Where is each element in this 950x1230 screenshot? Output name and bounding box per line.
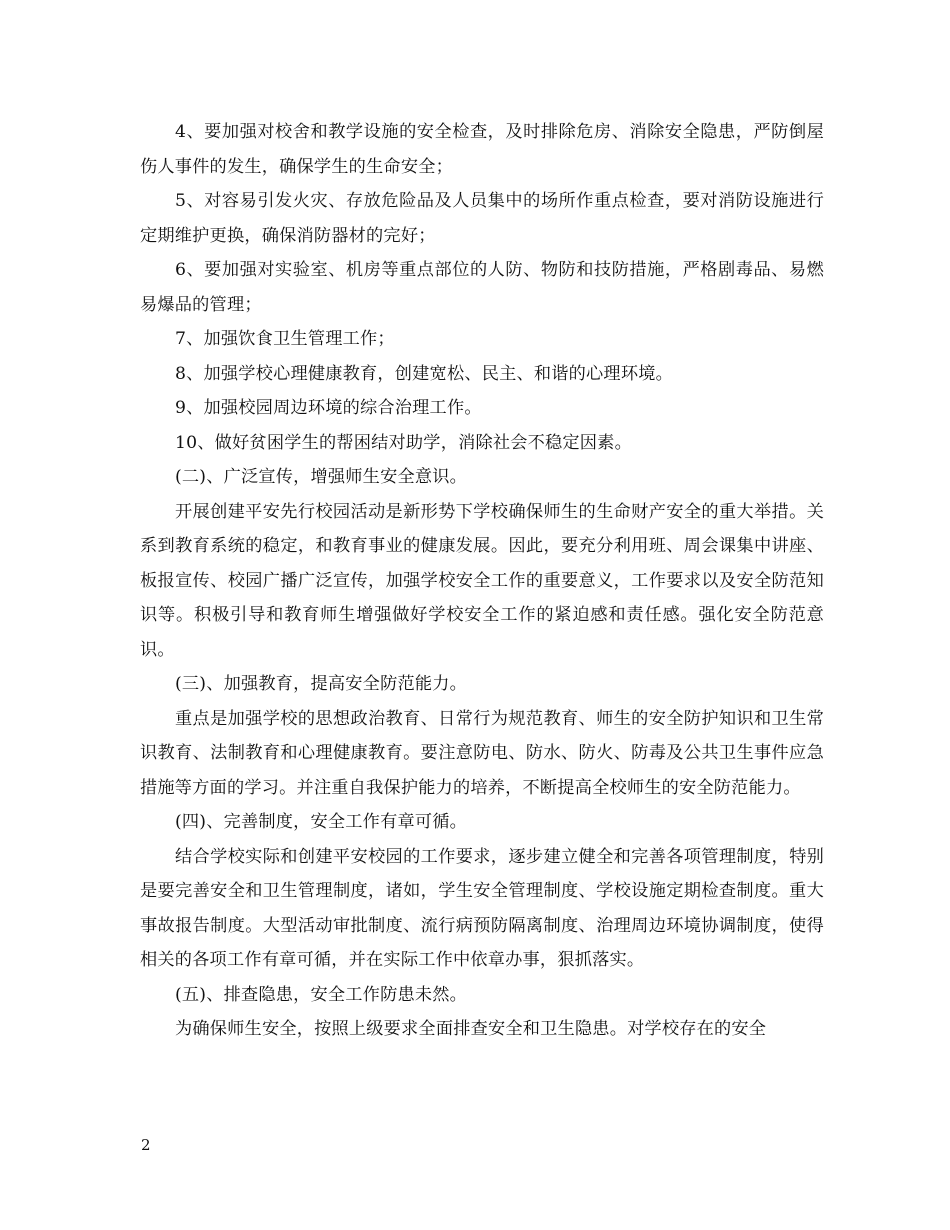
- page-number: 2: [141, 1136, 151, 1154]
- section-body-5: 为确保师生安全，按照上级要求全面排查安全和卫生隐患。对学校存在的安全: [175, 1019, 767, 1039]
- paragraph-item-6: 6、要加强对实验室、机房等重点部位的人防、物防和技防措施，严格剧毒品、易燃易爆品的管理；: [140, 260, 824, 315]
- paragraph-item-9: 9、加强校园周边环境的综合治理工作。: [175, 398, 482, 418]
- paragraph-item-7: 7、加强饮食卫生管理工作；: [175, 329, 395, 349]
- section-body-4: 结合学校实际和创建平安校园的工作要求，逐步建立健全和完善各项管理制度，特别是要完善安全和卫生管理制度，诸如，学生安全管理制度、学校设施定期检查制度。重大事故报告制度。大型活动审批制度、流行病预防隔离制度、治理周边环境协调制度，使得相关的各项工作有章可循，并在实际工作中依章办事，狠抓落实。: [140, 846, 824, 970]
- paragraph-item-4: 4、要加强对校舍和教学设施的安全检查，及时排除危房、消除安全隐患，严防倒屋伤人事件的发生，确保学生的生命安全；: [140, 122, 824, 177]
- section-body-3: 重点是加强学校的思想政治教育、日常行为规范教育、师生的安全防护知识和卫生常识教育、法制教育和心理健康教育。要注意防电、防水、防火、防毒及公共卫生事件应急措施等方面的学习。并注重自我保护能力的培养，不断提高全校师生的安全防范能力。: [140, 708, 824, 798]
- section-heading-2: (二)、广泛宣传，增强师生安全意识。: [175, 467, 468, 487]
- section-heading-3: (三)、加强教育，提高安全防范能力。: [175, 674, 468, 694]
- paragraph-item-8: 8、加强学校心理健康教育，创建宽松、民主、和谐的心理环境。: [175, 363, 673, 384]
- paragraph-item-5: 5、对容易引发火灾、存放危险品及人员集中的场所作重点检查，要对消防设施进行定期维护更换，确保消防器材的完好；: [140, 191, 824, 246]
- paragraph-item-10: 10、做好贫困学生的帮困结对助学，消除社会不稳定因素。: [175, 432, 632, 453]
- section-heading-5: (五)、排查隐患，安全工作防患未然。: [175, 984, 468, 1005]
- section-heading-4: (四)、完善制度，安全工作有章可循。: [175, 812, 468, 832]
- section-body-2: 开展创建平安先行校园活动是新形势下学校确保师生的生命财产安全的重大举措。关系到教育系统的稳定，和教育事业的健康发展。因此，要充分利用班、周会课集中讲座、板报宣传、校园广播广泛宣传，加强学校安全工作的重要意义，工作要求以及安全防范知识等。积极引导和教育师生增强做好学校安全工作的紧迫感和责任感。强化安全防范意识。: [140, 501, 824, 660]
- document-body: [140, 115, 824, 1047]
